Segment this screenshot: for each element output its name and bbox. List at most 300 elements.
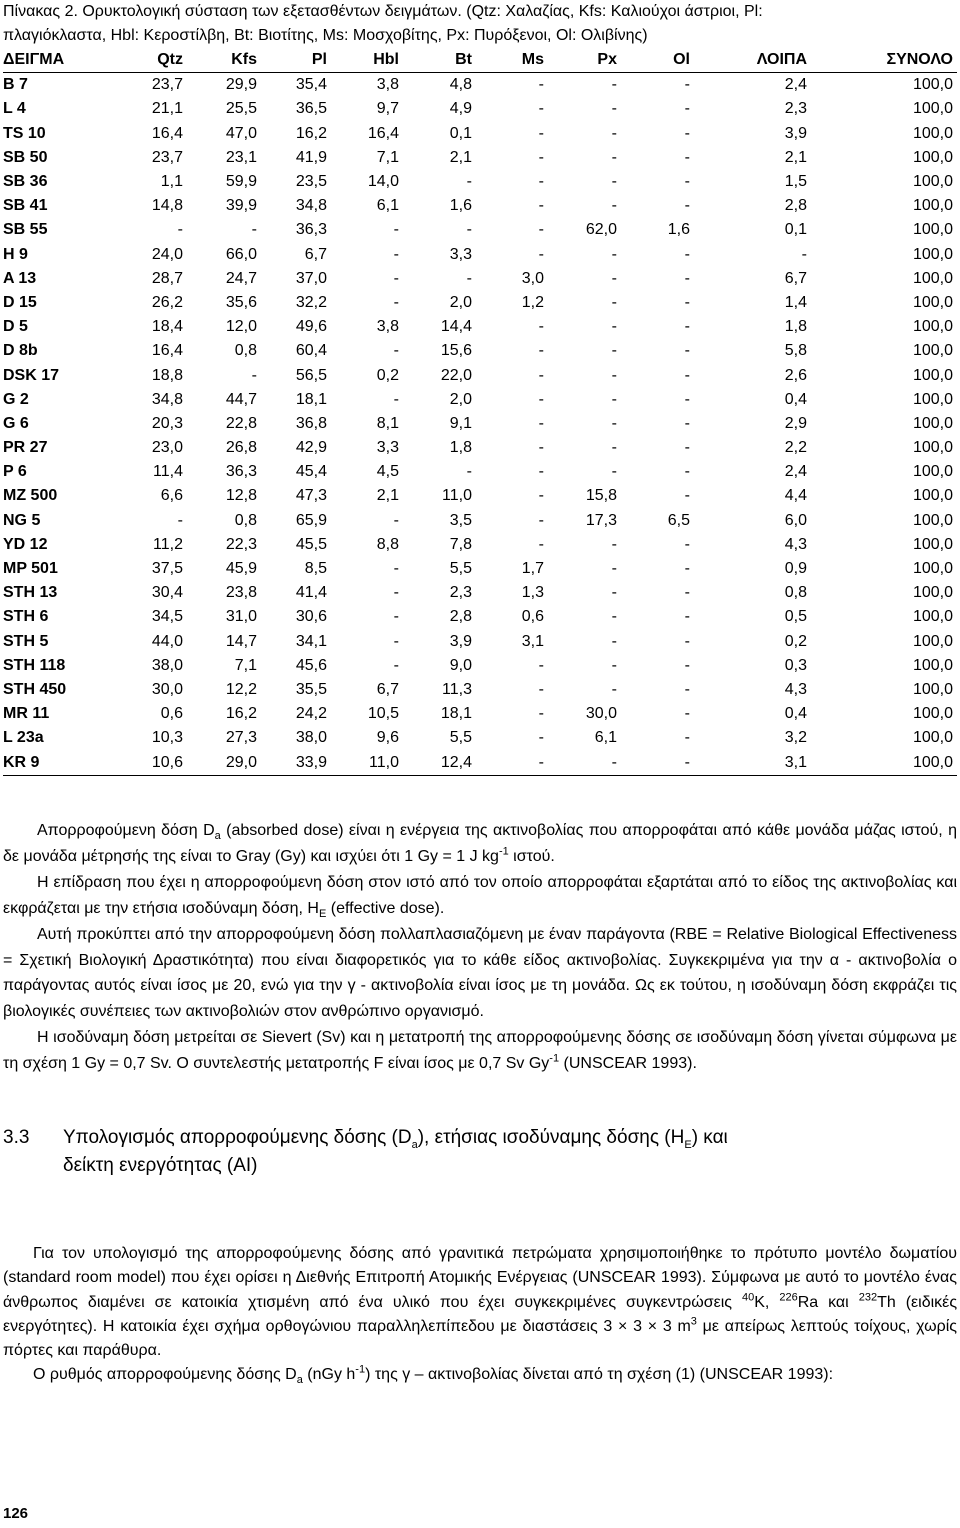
table-cell: - <box>611 656 617 674</box>
table-cell: 1,6 <box>449 197 472 215</box>
table-cell: - <box>538 245 544 263</box>
table-cell: 3,8 <box>376 318 399 336</box>
table-cell: 2,3 <box>449 584 472 602</box>
table-cell: 36,3 <box>225 463 257 481</box>
table-cell: 8,8 <box>376 535 399 553</box>
table-cell: 23,7 <box>151 76 183 94</box>
table-cell: - <box>538 124 544 142</box>
table-cell: 1,1 <box>160 173 183 191</box>
table-cell: 23,1 <box>225 148 257 166</box>
table-cell: - <box>684 560 690 578</box>
sample-id-cell: SB 41 <box>3 197 48 215</box>
table-cell: 100,0 <box>912 487 953 505</box>
table-cell: 27,3 <box>225 729 257 747</box>
table-cell: 4,8 <box>449 76 472 94</box>
table-row <box>3 291 957 315</box>
section-title: Υπολογισμός απορροφούμενης δόσης $(D_a)$, ετήσιας ισοδύναμης δόσης $(H_E)$ και <box>63 1127 728 1151</box>
table-cell: - <box>684 100 690 118</box>
table-cell: 2,8 <box>449 608 472 626</box>
sample-id-cell: STH 118 <box>3 656 66 674</box>
table-cell: - <box>611 535 617 553</box>
table-cell: 16,2 <box>295 124 327 142</box>
column-header: Bt <box>403 48 476 73</box>
sample-id-cell: MR 11 <box>3 705 50 723</box>
table-cell: - <box>538 100 544 118</box>
table-cell: - <box>611 366 617 384</box>
table-cell: 23,5 <box>295 173 327 191</box>
table-row <box>3 750 957 775</box>
table-cell: 100,0 <box>912 632 953 650</box>
sample-id-cell: P 6 <box>3 463 27 481</box>
table-cell: 0,5 <box>784 608 807 626</box>
table-cell: - <box>538 221 544 239</box>
sample-id-cell: NG 5 <box>3 511 41 529</box>
table-cell: - <box>538 318 544 336</box>
table-cell: 3,1 <box>694 750 811 775</box>
sample-id-cell: SB 36 <box>3 173 48 191</box>
column-header: Ms <box>476 48 548 73</box>
table-cell: 36,8 <box>295 414 327 432</box>
paragraph-rbe: Αυτή προκύπτει από την απορροφούμενη δόση πολλαπλασιαζόμενη με έναν παράγοντα (RBE = Relative Biological Effectiveness = Σχετική Βιολογική Δραστικότητα) που είναι διαφορετικός για το κάθε είδος ακτινοβολίας. Συγκεκριμένα για την α - ακτινοβολία ο παράγοντας αυτός είναι ίσος με 20, ενώ για την γ - ακτινοβολία είναι ίσος με τη μονάδα. Ως εκ τούτου, η ισοδύναμη δόση εκφράζει τις βιολογικές συνέπειες των ακτινοβολιών στον ανθρώπινο οργανισμό. <box>3 925 957 1021</box>
table-cell: 25,5 <box>225 100 257 118</box>
table-cell: 100,0 <box>912 366 953 384</box>
table-cell: 35,6 <box>225 293 257 311</box>
table-cell: 1,8 <box>449 439 472 457</box>
table-cell: - <box>684 173 690 191</box>
table-cell: 2,6 <box>784 366 807 384</box>
table-cell: 14,4 <box>440 318 472 336</box>
body-text <box>3 818 957 1077</box>
table-cell: 29,9 <box>225 76 257 94</box>
table-cell: 0,4 <box>784 705 807 723</box>
table-cell: 1,6 <box>667 221 690 239</box>
table-cell: 21,1 <box>151 100 183 118</box>
table-cell: 44,7 <box>225 390 257 408</box>
table-row <box>3 146 957 170</box>
table-cell: 22,0 <box>440 366 472 384</box>
table-cell: 9,7 <box>376 100 399 118</box>
table-cell: - <box>684 535 690 553</box>
column-header: Ol <box>621 48 694 73</box>
table-cell: 100,0 <box>912 245 953 263</box>
table-cell: - <box>393 245 399 263</box>
table-row <box>3 605 957 629</box>
table-cell: 24,0 <box>151 245 183 263</box>
table-cell: - <box>611 293 617 311</box>
paragraph-effective-dose: Η επίδραση που έχει η απορροφούμενη δόση στον ιστό από τον οποίο απορροφάται εξαρτάται από το είδος της ακτινοβολίας και εκφράζεται με την ετήσια ισοδύναμη δόση, $H_E$ (effective dose). <box>3 873 957 920</box>
table-cell: 0,8 <box>784 584 807 602</box>
table-cell: 7,8 <box>449 535 472 553</box>
table-cell: - <box>393 390 399 408</box>
table-cell: 16,2 <box>225 705 257 723</box>
table-cell: - <box>466 269 472 287</box>
table-cell: 24,7 <box>225 269 257 287</box>
table-cell: 4,3 <box>784 535 807 553</box>
table-cell: - <box>611 680 617 698</box>
table-cell: 16,4 <box>151 342 183 360</box>
sample-id-cell: MZ 500 <box>3 487 58 505</box>
table-cell: - <box>684 293 690 311</box>
table-cell: 45,5 <box>295 535 327 553</box>
table-cell: - <box>538 76 544 94</box>
table-cell: 41,4 <box>295 584 327 602</box>
table-cell: 100,0 <box>912 173 953 191</box>
paragraph-absorbed-dose: Απορροφούμενη δόση $D_a$ (absorbed dose) είναι η ενέργεια της ακτινοβολίας που απορροφάται από κάθε μονάδα μάζας ιστού, η δε μονάδα μέτρησής της είναι το Gray (Gy) και ισχύει ότι 1 Gy = 1 J $kg^{-1}$ ιστού. <box>3 822 958 865</box>
table-cell: 49,6 <box>295 318 327 336</box>
table-cell: - <box>684 390 690 408</box>
table-cell: 0,6 <box>521 608 544 626</box>
table-cell: 2,1 <box>449 148 472 166</box>
table-cell: 10,3 <box>151 729 183 747</box>
table-cell: 3,1 <box>521 632 544 650</box>
table-cell: - <box>476 750 548 775</box>
table-cell: 100,0 <box>912 197 953 215</box>
table-cell: 36,3 <box>295 221 327 239</box>
table-cell: 2,4 <box>784 463 807 481</box>
table-cell: 26,8 <box>225 439 257 457</box>
table-row <box>3 678 957 702</box>
table-cell: 37,5 <box>151 560 183 578</box>
sample-id-cell: D 15 <box>3 293 37 311</box>
table-cell: 4,4 <box>784 487 807 505</box>
table-cell: - <box>548 750 621 775</box>
table-cell: - <box>611 124 617 142</box>
table-cell: - <box>538 487 544 505</box>
table-cell: 100,0 <box>912 100 953 118</box>
table-cell: - <box>684 705 690 723</box>
table-cell: 12,2 <box>225 680 257 698</box>
paragraph-sievert: Η ισοδύναμη δόση μετρείται σε Sievert (Sv) και η μετατροπή της απορροφούμενης δόσης σε ισοδύναμη δόση γίνεται σύμφωνα με τη σχέση 1 Gy = 0,7 Sv. Ο συντελεστής μετατροπής F είναι ίσος με 0,7 Sv $Gy^{-1}$ (UNSCEAR 1993). <box>3 1029 957 1073</box>
table-cell: - <box>611 584 617 602</box>
table-row <box>3 509 957 533</box>
caption-line-1: Πίνακας 2. Ορυκτολογική σύσταση των εξετασθέντων δειγμάτων. (Qtz: Χαλαζίας, Kfs: Καλιούχοι άστριοι, Pl: <box>3 3 763 20</box>
table-cell: - <box>611 269 617 287</box>
table-cell: 100,0 <box>912 342 953 360</box>
table-cell: 6,6 <box>160 487 183 505</box>
table-cell: 0,4 <box>784 390 807 408</box>
table-cell: - <box>393 632 399 650</box>
table-cell: 2,0 <box>449 293 472 311</box>
table-row <box>3 243 957 267</box>
table-cell: 37,0 <box>295 269 327 287</box>
table-row <box>3 654 957 678</box>
table-cell: 3,9 <box>449 632 472 650</box>
table-cell: 34,1 <box>295 632 327 650</box>
table-cell: - <box>684 342 690 360</box>
table-cell: 5,5 <box>449 560 472 578</box>
table-cell: - <box>684 729 690 747</box>
table-cell: 100,0 <box>912 439 953 457</box>
sample-id-cell: H 9 <box>3 245 28 263</box>
table-header-row <box>3 48 957 73</box>
section-title-line-2: δείκτη ενεργότητας (AI) <box>63 1155 258 1176</box>
table-cell: 0,1 <box>449 124 472 142</box>
sample-id-cell: G 6 <box>3 414 29 432</box>
table-cell: 6,7 <box>784 269 807 287</box>
table-cell: 6,0 <box>784 511 807 529</box>
table-cell: 15,6 <box>440 342 472 360</box>
table-cell: - <box>801 245 807 263</box>
table-cell: 0,2 <box>784 632 807 650</box>
table-cell: 66,0 <box>225 245 257 263</box>
column-header: Pl <box>261 48 331 73</box>
table-cell: - <box>684 124 690 142</box>
page-number: 126 <box>3 1505 29 1522</box>
table-cell: 10,6 <box>115 750 187 775</box>
table-cell: - <box>684 197 690 215</box>
table-cell: 0,2 <box>376 366 399 384</box>
table-cell: - <box>611 608 617 626</box>
table-cell: - <box>393 656 399 674</box>
table-cell: - <box>393 608 399 626</box>
body-text-2 <box>3 1242 957 1388</box>
table-body <box>3 73 957 775</box>
table-cell: - <box>177 511 183 529</box>
table-cell: - <box>538 148 544 166</box>
sample-id-cell: SB 55 <box>3 221 48 239</box>
table-cell: 14,0 <box>367 173 399 191</box>
table-cell: 2,2 <box>784 439 807 457</box>
table-cell: - <box>393 584 399 602</box>
table-cell: 2,1 <box>784 148 807 166</box>
table-cell: - <box>393 269 399 287</box>
mineral-composition-table <box>3 48 957 776</box>
table-cell: 29,0 <box>187 750 261 775</box>
table-cell: 8,1 <box>376 414 399 432</box>
table-cell: 100,0 <box>912 535 953 553</box>
table-cell: 1,3 <box>521 584 544 602</box>
table-cell: 11,3 <box>442 680 472 698</box>
table-cell: 2,1 <box>376 487 399 505</box>
table-cell: 8,5 <box>304 560 327 578</box>
table-cell: - <box>538 656 544 674</box>
table-cell: - <box>684 439 690 457</box>
table-cell: - <box>611 463 617 481</box>
caption-line-2: πλαγιόκλαστα, Hbl: Κεροστίλβη, Bt: Βιοτίτης, Ms: Μοσχοβίτης, Px: Πυρόξενοι, Ol: Ολιβίνης) <box>3 27 648 44</box>
table-cell: 6,1 <box>594 729 617 747</box>
table-cell: 42,9 <box>295 439 327 457</box>
table-cell: 14,7 <box>225 632 257 650</box>
table-cell: 34,8 <box>295 197 327 215</box>
table-cell: - <box>684 269 690 287</box>
table-row <box>3 436 957 460</box>
table-cell: 65,9 <box>295 511 327 529</box>
table-cell: 15,8 <box>585 487 617 505</box>
table-cell: 4,3 <box>784 680 807 698</box>
column-header: Kfs <box>187 48 261 73</box>
table-cell: 35,5 <box>295 680 327 698</box>
table-row <box>3 73 957 98</box>
table-cell: 100,0 <box>811 750 957 775</box>
table-cell: 100,0 <box>912 656 953 674</box>
table-cell: 38,0 <box>295 729 327 747</box>
table-cell: 30,0 <box>151 680 183 698</box>
sample-id-cell: PR 27 <box>3 439 48 457</box>
table-cell: 30,4 <box>151 584 183 602</box>
table-cell: - <box>684 584 690 602</box>
table-cell: 100,0 <box>912 680 953 698</box>
table-cell: 0,6 <box>160 705 183 723</box>
table-cell: 0,9 <box>784 560 807 578</box>
table-cell: 11,0 <box>331 750 403 775</box>
table-cell: 100,0 <box>912 463 953 481</box>
table-cell: 44,0 <box>151 632 183 650</box>
table-cell: - <box>251 366 257 384</box>
table-cell: - <box>611 148 617 166</box>
table-row <box>3 218 957 242</box>
table-cell: 28,7 <box>151 269 183 287</box>
table-row <box>3 412 957 436</box>
table-cell: 100,0 <box>912 705 953 723</box>
table-cell: 100,0 <box>912 511 953 529</box>
table-cell: - <box>538 390 544 408</box>
table-cell: - <box>621 750 694 775</box>
table-cell: - <box>393 560 399 578</box>
table-cell: 2,0 <box>449 390 472 408</box>
sample-id-cell: YD 12 <box>3 535 48 553</box>
section-heading <box>3 1124 957 1180</box>
table-cell: 33,9 <box>261 750 331 775</box>
table-cell: - <box>466 463 472 481</box>
sample-id-cell: MP 501 <box>3 560 58 578</box>
table-cell: 59,9 <box>225 173 257 191</box>
table-cell: 2,3 <box>784 100 807 118</box>
table-cell: 38,0 <box>151 656 183 674</box>
sample-id-cell: B 7 <box>3 76 28 94</box>
sample-id-cell: SB 50 <box>3 148 48 166</box>
table-cell: 12,0 <box>225 318 257 336</box>
table-cell: 34,5 <box>151 608 183 626</box>
table-cell: 23,0 <box>151 439 183 457</box>
table-row <box>3 315 957 339</box>
table-row <box>3 533 957 557</box>
table-cell: - <box>684 414 690 432</box>
table-cell: - <box>611 245 617 263</box>
table-cell: - <box>393 342 399 360</box>
table-cell: 100,0 <box>912 414 953 432</box>
table-cell: 34,8 <box>151 390 183 408</box>
table-cell: - <box>466 173 472 191</box>
table-cell: - <box>611 632 617 650</box>
table-cell: 30,6 <box>295 608 327 626</box>
table-row <box>3 267 957 291</box>
table-cell: 6,7 <box>304 245 327 263</box>
column-header: Hbl <box>331 48 403 73</box>
table-cell: - <box>538 414 544 432</box>
table-cell: 17,3 <box>585 511 617 529</box>
table-cell: - <box>684 463 690 481</box>
table-cell: 18,1 <box>440 705 472 723</box>
table-cell: 3,3 <box>449 245 472 263</box>
table-cell: 7,1 <box>376 148 399 166</box>
table-cell: 62,0 <box>585 221 617 239</box>
table-cell: 100,0 <box>912 390 953 408</box>
table-row <box>3 170 957 194</box>
column-header: Qtz <box>115 48 187 73</box>
table-cell: 100,0 <box>912 318 953 336</box>
table-caption <box>3 0 957 48</box>
table-cell: - <box>684 632 690 650</box>
table-cell: 16,4 <box>367 124 399 142</box>
table-cell: 3,9 <box>784 124 807 142</box>
table-cell: - <box>611 100 617 118</box>
table-row <box>3 726 957 750</box>
sample-id-cell: L 4 <box>3 100 26 118</box>
table-cell: - <box>393 221 399 239</box>
table-row <box>3 122 957 146</box>
table-cell: 3,8 <box>376 76 399 94</box>
table-cell: - <box>538 173 544 191</box>
table-cell: 12,4 <box>403 750 476 775</box>
table-cell: 24,2 <box>295 705 327 723</box>
table-cell: 6,1 <box>376 197 399 215</box>
table-cell: 1,8 <box>784 318 807 336</box>
sample-id-cell: STH 6 <box>3 608 49 626</box>
paragraph-room-model: Για τον υπολογισμό της απορροφούμενης δόσης από γρανιτικά πετρώματα χρησιμοποιήθηκε το πρότυπο μοντέλο δωματίου (standard room model) που έχει ορίσει η Διεθνής Επιτροπή Ατομικής Ενέργειας (UNSCEAR 1993). Σύμφωνα με αυτό το μοντέλο ένας άνθρωπος διαμένει σε κατοικία χτισμένη από ένα υλικό που έχει συγκεκριμένες συγκεντρώσεις $^{40}$K, $^{226}$Ra και $^{232}$Th (ειδικές ενεργότητες). Η κατοικία έχει σχήμα ορθογώνιου παραλληλεπίπεδου με διαστάσεις 3 × 3 × 3 $m^3$ με απείρως λεπτούς τοίχους, χωρίς πόρτες και παράθυρα. <box>3 1245 958 1360</box>
table-cell: - <box>538 729 544 747</box>
table-cell: 10,5 <box>367 705 399 723</box>
table-cell: 3,5 <box>449 511 472 529</box>
table-cell: 11,0 <box>442 487 472 505</box>
sample-id-cell: A 13 <box>3 269 37 287</box>
table-cell: 39,9 <box>225 197 257 215</box>
table-cell: 5,5 <box>449 729 472 747</box>
table-cell: - <box>538 705 544 723</box>
table-cell: 0,3 <box>784 656 807 674</box>
table-cell: 5,8 <box>784 342 807 360</box>
table-row <box>3 557 957 581</box>
table-cell: 12,8 <box>225 487 257 505</box>
table-cell: 4,9 <box>449 100 472 118</box>
table-row <box>3 581 957 605</box>
table-cell: 30,0 <box>585 705 617 723</box>
table-row <box>3 194 957 218</box>
table-row <box>3 702 957 726</box>
table-row <box>3 484 957 508</box>
table-row <box>3 363 957 387</box>
table-cell: - <box>611 197 617 215</box>
table-cell: 0,8 <box>234 342 257 360</box>
table-row <box>3 388 957 412</box>
table-cell: - <box>684 608 690 626</box>
column-header: ΣΥΝΟΛΟ <box>811 48 957 73</box>
table-cell: 2,8 <box>784 197 807 215</box>
table-cell: 1,4 <box>784 293 807 311</box>
table-cell: - <box>684 680 690 698</box>
column-header: ΛΟΙΠΑ <box>694 48 811 73</box>
table-cell: - <box>684 245 690 263</box>
table-cell: 6,7 <box>376 680 399 698</box>
table-cell: 2,9 <box>784 414 807 432</box>
column-header: ΔΕΙΓΜΑ <box>3 48 115 73</box>
table-cell: - <box>684 318 690 336</box>
table-cell: 3,0 <box>521 269 544 287</box>
sample-id-cell: G 2 <box>3 390 29 408</box>
table-cell: 35,4 <box>295 76 327 94</box>
table-cell: - <box>538 680 544 698</box>
table-cell: 2,4 <box>784 76 807 94</box>
sample-id-cell: STH 450 <box>3 680 67 698</box>
table-cell: - <box>611 390 617 408</box>
table-cell: 100,0 <box>912 269 953 287</box>
table-cell: - <box>611 173 617 191</box>
table-cell: 9,1 <box>449 414 472 432</box>
table-cell: - <box>538 463 544 481</box>
table-cell: - <box>538 511 544 529</box>
table-cell: 47,0 <box>225 124 257 142</box>
sample-id-cell: DSK 17 <box>3 366 60 384</box>
table-cell: 60,4 <box>295 342 327 360</box>
